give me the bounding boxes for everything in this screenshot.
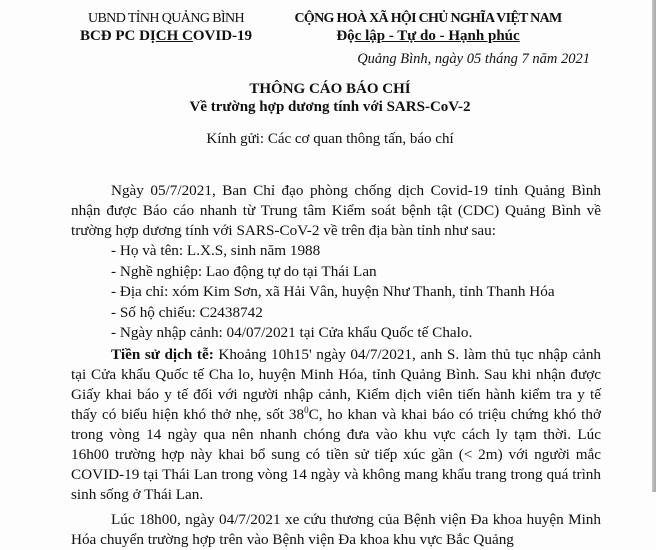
document-title-block	[100, 80, 560, 116]
committee-name	[70, 27, 262, 45]
document-subtitle: Về trường hợp dương tính với SARS-CoV-2	[189, 99, 471, 115]
history-text: Khoảng 10h15' ngày 04/7/2021, anh S. làm thủ tục nhập cảnh tại Cửa khẩu Quốc tế Cha lo, huyện Minh Hóa, tỉnh Quảng Bình. Sau khi nhận được Giấy khai báo y tế đối với người nhập cảnh, Kiểm dịch viên tiến hành kiểm tra y tế thấy có biểu hiện khó thở nhẹ, sốt 38	[71, 345, 602, 423]
degree-symbol: 0	[304, 404, 309, 415]
committee-name-part: OVID-19	[192, 28, 253, 44]
detail-name: - Họ và tên: L.X.S, sinh năm 1988	[111, 242, 321, 259]
org-name: UBND TỈNH QUẢNG BÌNH	[87, 11, 245, 26]
motto-underlined: c lập - Tự do - Hạnh phúc	[354, 28, 520, 44]
committee-name-underlined: CH C	[155, 28, 193, 44]
detail-entry-date: - Ngày nhập cảnh: 04/07/2021 tại Cửa khẩu Quốc tế Chalo.	[111, 324, 473, 341]
issuing-authority	[70, 10, 262, 45]
national-header	[286, 10, 570, 45]
document-body	[71, 181, 601, 550]
greeting: Kính gửi: Các cơ quan thông tấn, báo chí	[206, 131, 454, 147]
national-motto	[286, 27, 570, 45]
intro-paragraph: Ngày 05/7/2021, Ban Chỉ đạo phòng chống dịch Covid-19 tỉnh Quảng Bình nhận được Báo cáo nhanh từ Trung tâm Kiểm soát bệnh tật (CDC) Quảng Bình về trường hợp dương tính với SARS-CoV-2 về trên địa bàn tỉnh như sau:	[71, 182, 601, 239]
detail-address: - Địa chỉ: xóm Kim Sơn, xã Hải Vân, huyện Như Thanh, tỉnh Thanh Hóa	[111, 283, 555, 300]
committee-name-part: BCĐ PC DỊ	[79, 28, 156, 44]
document-title: THÔNG CÁO BÁO CHÍ	[249, 81, 411, 97]
detail-passport: - Số hộ chiếu: C2438742	[111, 303, 263, 321]
country-name: CỘNG HOÀ XÃ HỘI CHỦ NGHĨA VIỆT NAM	[294, 11, 562, 26]
document-date: Quảng Bình, ngày 05 tháng 7 năm 2021	[357, 51, 590, 67]
history-paragraph	[71, 345, 601, 505]
detail-occupation: - Nghề nghiệp: Lao động tự do tại Thái Lan	[111, 262, 377, 280]
history-label: Tiền sử dịch tễ:	[111, 345, 214, 363]
history-text-cont: C, ho khan và khai báo có triệu chứng khó thở trong vòng 14 ngày qua nên nhanh chóng đưa vào khu vực cách ly tạm thời. Lúc 16h00 trường hợp này khai bổ sung có tiền sử tiếp xúc gần (< 2m) với người mắc COVID-19 tại Thái Lan trong vòng 14 ngày và không mang khẩu trang trong quá trình sinh sống ở Thái Lan.	[71, 405, 601, 503]
transfer-paragraph: Lúc 18h00, ngày 04/7/2021 xe cứu thương của Bệnh viện Đa khoa huyện Minh Hóa chuyển trường hợp trên vào Bệnh viện Đa khoa khu vực Bắc Quảng	[71, 510, 601, 548]
motto-part: Độ	[336, 28, 355, 44]
page-edge-shadow	[652, 0, 656, 492]
